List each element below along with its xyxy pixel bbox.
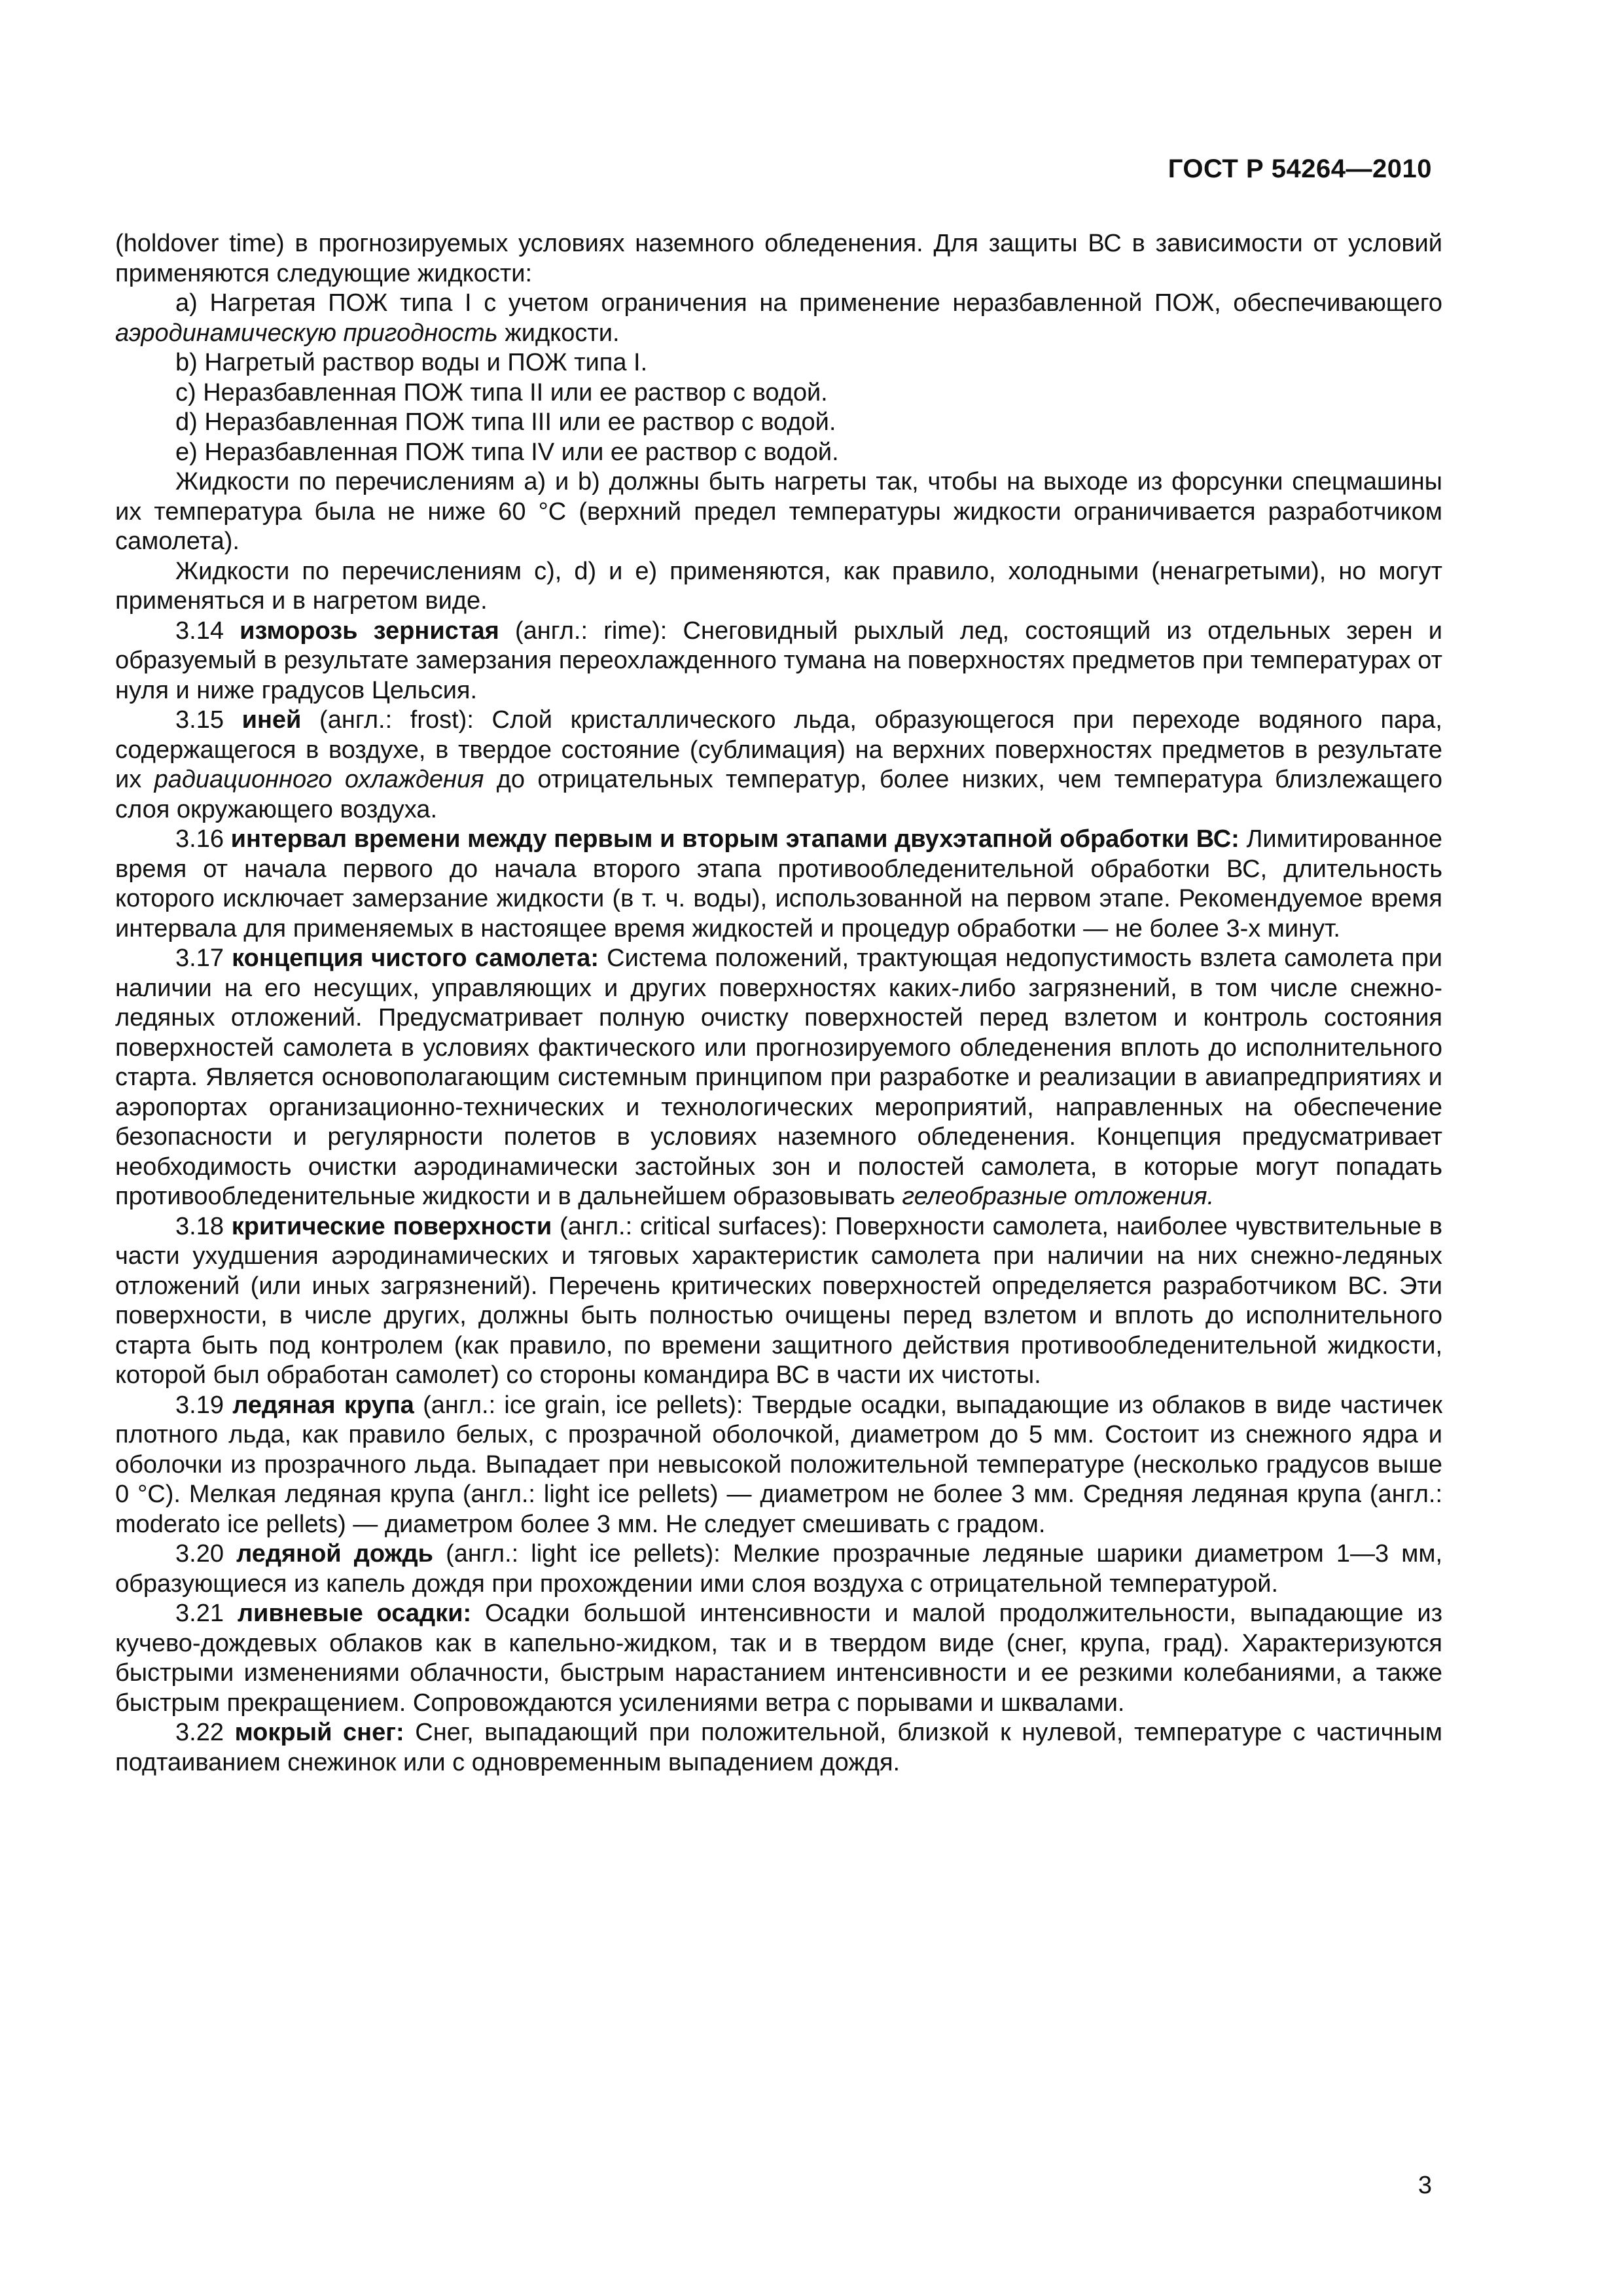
term-number: 3.21 [175,1600,224,1627]
term-number: 3.17 [175,944,224,972]
list-item-e: e) Неразбавленная ПОЖ типа IV или ее раствор с водой. [175,438,839,466]
term-definition: (англ.: light ice pellets): Мелкие прозрачные ледяные шарики диаметром 1—3 мм, образующиеся из капель дождя при прохождении ими слоя воздуха с отрицательной температурой. [115,1540,1443,1598]
term-number: 3.14 [175,617,224,645]
term-definition: Снег, выпадающий при положительной, близкой к нулевой, температуре с частичным подтаиванием снежинок или с одновременным выпадением дождя. [115,1719,1443,1776]
term-title: иней [241,706,302,734]
term-title: концепция чистого самолета: [232,944,599,972]
list-item-a [115,289,1442,348]
term-definition: (англ.: rime): Снеговидный рыхлый лед, состоящий из отдельных зерен и образуемый в результате замерзания переохлажденного тумана на поверхностях предметов при температурах от нуля и ниже градусов Цельсия. [115,617,1443,704]
term-number: 3.22 [175,1719,224,1746]
term-definition: (англ.: frost): Слой кристаллического льда, образующегося при переходе водяного пара, содержащегося в воздухе, в твердое состояние (сублимация) на верхних поверхностях предметов в результате их [115,706,1442,793]
term-3-20 [115,1539,1442,1599]
term-number: 3.16 [175,825,224,853]
term-title: ледяная крупа [232,1391,414,1419]
term-definition: Система положений, трактующая недопустимость взлета самолета при наличии на его несущих, управляющих и других поверхностях каких-либо загрязнений, в том числе снежно-ледяных отложений. Предусматривает полную очистку поверхностей перед взлетом и контроль состояния поверхностей самолета в условиях фактического или прогнозируемого обледенения вплоть до исполнительного старта. Является основополагающим системным принципом при разработке и реализации в авиапредприятиях и аэропортах организационно-технических и технологических мероприятий, направленных на обеспечение безопасности и регулярности полетов в условиях наземного обледенения. Концепция предусматривает необходимость очистки аэродинамически застойных зон и полостей самолета, в которые могут попадать противообледенительные жидкости и в дальнейшем образовывать [115,944,1443,1210]
list-item-a-emphasis: аэродинамическую пригодность [115,319,498,347]
term-definition: (англ.: critical surfaces): Поверхности самолета, наиболее чувствительные в части ухудшения аэродинамических и тяговых характеристик самолета при наличии на них снежно-ледяных отложений (или иных загрязнений). Перечень критических поверхностей определяется разработчиком ВС. Эти поверхности, в числе других, должны быть полностью очищены перед взлетом и вплоть до исполнительного старта быть под контролем (как правило, по времени защитного действия противообледенительной жидкости, которой был обработан самолет) со стороны командира ВС в части их чистоты. [115,1212,1443,1389]
term-3-19 [115,1391,1442,1540]
term-title: ливневые осадки: [237,1600,472,1627]
note-heated-fluids: Жидкости по перечислениям a) и b) должны быть нагреты так, чтобы на выходе из форсунки спецмашины их температура была не ниже 60 °С (верхний предел температуры жидкости ограничивается разработчиком самолета). [115,468,1442,555]
term-3-16 [115,825,1442,944]
list-item-d: d) Неразбавленная ПОЖ типа III или ее раствор с водой. [175,408,836,436]
term-3-14 [115,617,1442,706]
page-header-doc-code: ГОСТ Р 54264—2010 [1168,154,1432,183]
term-title: ледяной дождь [236,1540,434,1568]
term-definition: (англ.: ice grain, ice pellets): Твердые осадки, выпадающие из облаков в виде частичек плотного льда, как правило белых, с прозрачной оболочкой, диаметром до 5 мм. Состоит из снежного ядра и оболочки из прозрачного льда. Выпадает при невысокой положительной температуре (несколько градусов выше 0 °С). Мелкая ледяная крупа (англ.: light ice pellets) — диаметром не более 3 мм. Средняя ледяная крупа (англ.: moderato ice pellets) — диаметром более 3 мм. Не следует смешивать с градом. [115,1391,1442,1538]
page-number: 3 [1418,2172,1432,2199]
term-number: 3.15 [175,706,224,734]
term-title: интервал времени между первым и вторым этапами двухэтапной обработки ВС: [230,825,1240,853]
list-item-a-text: a) Нагретая ПОЖ типа I с учетом ограничения на применение неразбавленной ПОЖ, обеспечивающего [175,289,1442,317]
list-item-c: c) Неразбавленная ПОЖ типа II или ее раствор с водой. [175,378,828,406]
term-title: изморозь зернистая [240,617,499,645]
document-body [115,229,1442,1778]
term-number: 3.18 [175,1212,224,1240]
term-definition-tail: до отрицательных температур, более низких, чем температура близлежащего слоя окружающего воздуха. [115,766,1442,823]
term-number: 3.20 [175,1540,224,1568]
term-title: мокрый снег: [234,1719,404,1746]
note-cold-fluids: Жидкости по перечислениям c), d) и e) применяются, как правило, холодными (ненагретыми), но могут применяться и в нагретом виде. [115,557,1442,615]
term-definition: Осадки большой интенсивности и малой продолжительности, выпадающие из кучево-дождевых облаков как в капельно-жидком, так и в твердом виде (снег, крупа, град). Характеризуются быстрыми изменениями облачности, быстрым нарастанием интенсивности и ее резкими колебаниями, а также быстрым прекращением. Сопровождаются усилениями ветра с порывами и шквалами. [115,1600,1443,1717]
term-emphasis: радиационного охлаждения [154,766,484,793]
term-3-17 [115,944,1442,1212]
term-3-15 [115,706,1442,825]
term-3-18 [115,1212,1442,1391]
intro-paragraph: (holdover time) в прогнозируемых условиях наземного обледенения. Для защиты ВС в зависимости от условий применяются следующие жидкости: [115,230,1442,287]
term-title: критические поверхности [231,1212,552,1240]
list-item-a-tail: жидкости. [497,319,620,347]
term-emphasis: гелеобразные отложения. [902,1183,1215,1210]
term-number: 3.19 [175,1391,224,1419]
term-3-22 [115,1718,1442,1778]
term-3-21 [115,1599,1442,1718]
list-item-b: b) Нагретый раствор воды и ПОЖ типа I. [175,349,648,376]
term-definition: Лимитированное время от начала первого до начала второго этапа противообледенительной обработки ВС, длительность которого исключает замерзание жидкости (в т. ч. воды), использованной на первом этапе. Рекомендуемое время интервала для применяемых в настоящее время жидкостей и процедур обработки — не более 3-х минут. [115,825,1443,942]
